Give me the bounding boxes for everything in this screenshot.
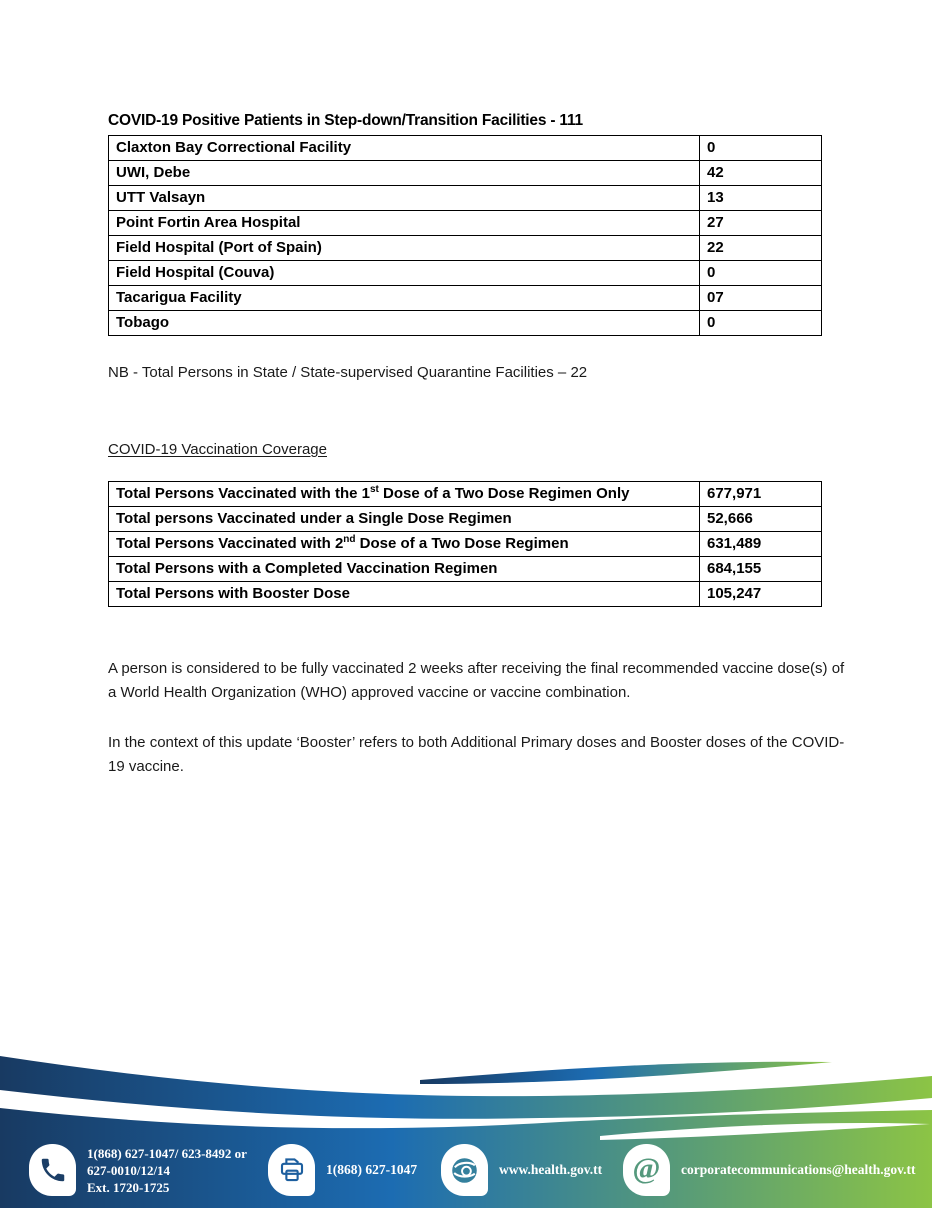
count-cell: 42 — [700, 161, 822, 186]
table-row — [109, 582, 822, 607]
table-row — [109, 482, 822, 507]
table-row — [109, 211, 822, 236]
metric-cell: Total Persons with a Completed Vaccination Regimen — [109, 557, 700, 582]
value-cell: 677,971 — [700, 482, 822, 507]
table-row — [109, 311, 822, 336]
contact-website — [441, 1144, 602, 1196]
table-row — [109, 261, 822, 286]
fax-printer-icon — [268, 1144, 315, 1196]
email-at-icon: @ — [623, 1144, 670, 1196]
table-row — [109, 161, 822, 186]
facility-cell: Point Fortin Area Hospital — [109, 211, 700, 236]
facility-cell: Field Hospital (Couva) — [109, 261, 700, 286]
globe-icon — [441, 1144, 488, 1196]
value-cell: 105,247 — [700, 582, 822, 607]
website-url: www.health.gov.tt — [499, 1162, 603, 1177]
vaccination-table — [108, 481, 822, 607]
facility-cell: UWI, Debe — [109, 161, 700, 186]
count-cell: 0 — [700, 136, 822, 161]
contact-email — [623, 1144, 916, 1196]
value-cell: 631,489 — [700, 532, 822, 557]
metric-cell: Total Persons Vaccinated with 2nd Dose of a Two Dose Regimen — [109, 532, 700, 557]
count-cell: 13 — [700, 186, 822, 211]
ordinal-suffix: st — [369, 484, 379, 495]
metric-cell: Total Persons Vaccinated with the 1st Dose of a Two Dose Regimen Only — [109, 482, 700, 507]
metric-cell: Total Persons with Booster Dose — [109, 582, 700, 607]
table-row — [109, 286, 822, 311]
table-row — [109, 186, 822, 211]
phone-numbers: 1(868) 627-1047/ 623-8492 or 627-0010/12/14 Ext. 1720-1725 — [87, 1145, 247, 1195]
phone-icon — [29, 1144, 76, 1196]
nb-note: NB - Total Persons in State / State-supervised Quarantine Facilities – 22 — [108, 364, 588, 381]
page-content — [108, 0, 848, 779]
ordinal-suffix: nd — [343, 534, 356, 545]
count-cell: 0 — [700, 311, 822, 336]
count-cell: 27 — [700, 211, 822, 236]
paragraph-booster-definition: In the context of this update ‘Booster’ refers to both Additional Primary doses and Booster doses of the COVID-19 vaccine. — [108, 734, 845, 775]
count-cell: 07 — [700, 286, 822, 311]
table-row — [109, 507, 822, 532]
contact-phone — [29, 1144, 247, 1196]
table-row — [109, 532, 822, 557]
stepdown-table — [108, 135, 822, 336]
table-row — [109, 236, 822, 261]
stepdown-table-title: COVID-19 Positive Patients in Step-down/Transition Facilities - 111 — [108, 112, 583, 129]
count-cell: 22 — [700, 236, 822, 261]
facility-cell: Claxton Bay Correctional Facility — [109, 136, 700, 161]
fax-number: 1(868) 627-1047 — [326, 1162, 418, 1177]
facility-cell: Tobago — [109, 311, 700, 336]
metric-cell: Total persons Vaccinated under a Single Dose Regimen — [109, 507, 700, 532]
paragraph-fully-vaccinated: A person is considered to be fully vaccinated 2 weeks after receiving the final recommended vaccine dose(s) of a World Health Organization (WHO) approved vaccine or vaccine combination. — [108, 660, 845, 701]
email-address: corporatecommunications@health.gov.tt — [681, 1162, 916, 1177]
value-cell: 684,155 — [700, 557, 822, 582]
facility-cell: Tacarigua Facility — [109, 286, 700, 311]
footer — [0, 1018, 932, 1208]
facility-cell: Field Hospital (Port of Spain) — [109, 236, 700, 261]
count-cell: 0 — [700, 261, 822, 286]
vaccination-heading: COVID-19 Vaccination Coverage — [108, 441, 327, 458]
value-cell: 52,666 — [700, 507, 822, 532]
table-row — [109, 136, 822, 161]
facility-cell: UTT Valsayn — [109, 186, 700, 211]
table-row — [109, 557, 822, 582]
contact-fax — [268, 1144, 417, 1196]
